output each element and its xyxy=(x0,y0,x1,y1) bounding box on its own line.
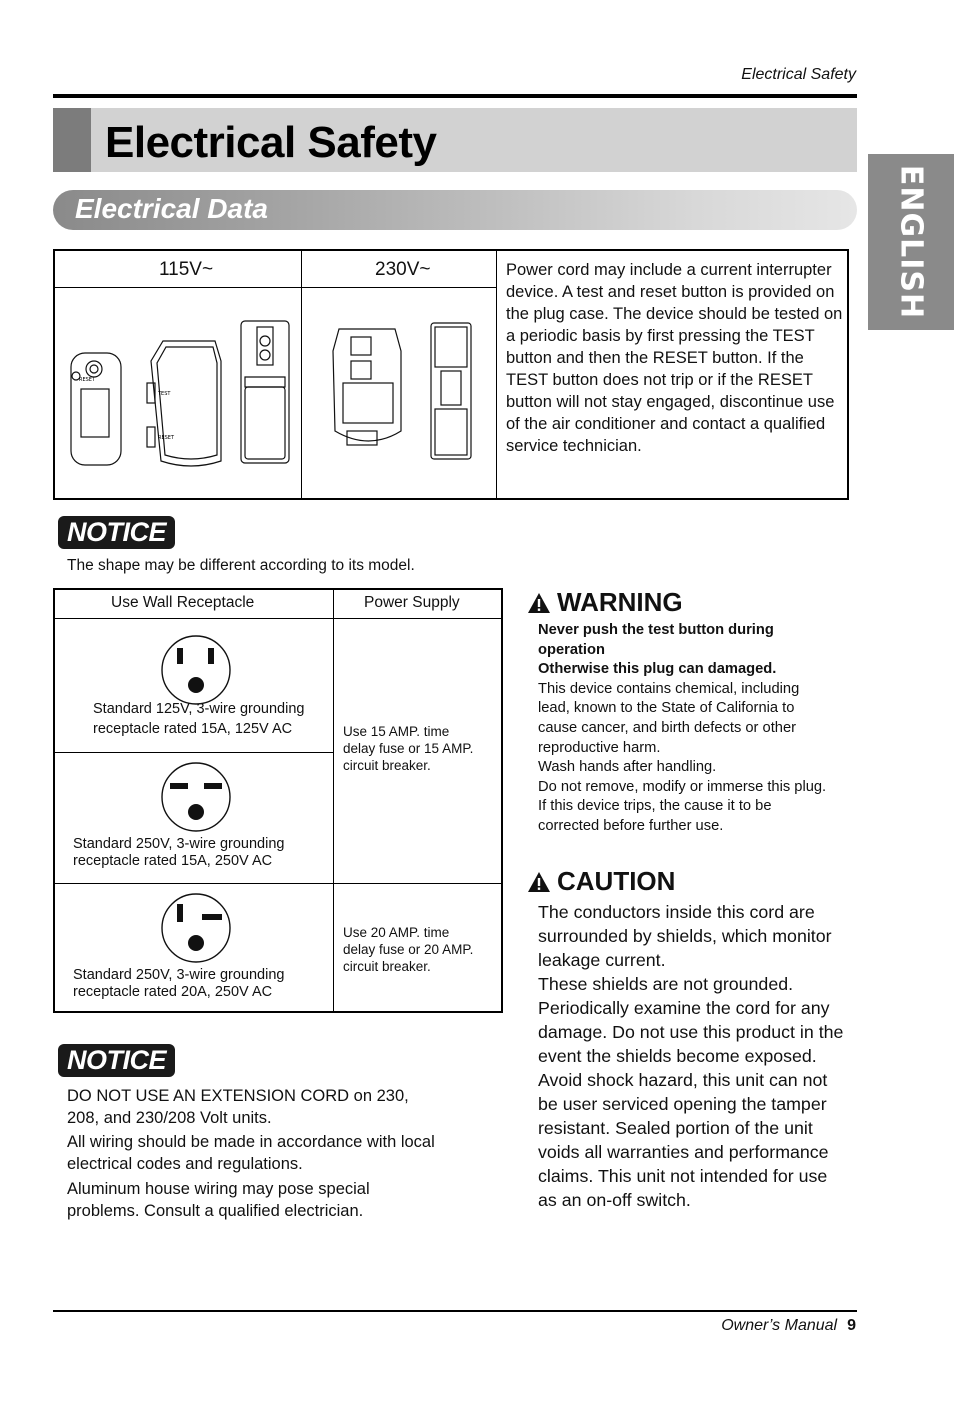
receptacle-125v-15a-icon xyxy=(160,634,232,706)
notice-line: problems. Consult a qualified electrician. xyxy=(67,1202,364,1220)
table-divider xyxy=(55,287,496,288)
warning-text xyxy=(538,621,856,837)
supply-line: circuit breaker. xyxy=(343,959,431,974)
caution-line: be user serviced opening the tamper xyxy=(538,1094,827,1114)
caution-heading-text: CAUTION xyxy=(557,866,676,896)
caution-text xyxy=(538,900,856,1212)
section-heading xyxy=(53,190,857,230)
warning-line: corrected before further use. xyxy=(538,817,724,834)
caution-line: leakage current. xyxy=(538,950,666,970)
footer-label: Owner’s Manual xyxy=(721,1317,838,1334)
caution-line: The conductors inside this cord are xyxy=(538,902,815,922)
supply-line: Use 20 AMP. time xyxy=(343,925,450,940)
power-supply-20a xyxy=(343,924,503,975)
supply-line: Use 15 AMP. time xyxy=(343,724,450,739)
warning-triangle-icon xyxy=(527,592,551,614)
caution-line: Periodically examine the cord for any xyxy=(538,998,830,1018)
header-wall-receptacle: Use Wall Receptacle xyxy=(111,594,255,611)
caution-line: damage. Do not use this product in the xyxy=(538,1022,844,1042)
caption-line: Standard 250V, 3-wire grounding xyxy=(73,836,285,852)
table-divider xyxy=(333,590,334,1011)
table-divider xyxy=(55,883,501,884)
table-divider xyxy=(55,752,333,753)
notice-line: All wiring should be made in accordance with local xyxy=(67,1133,435,1151)
warning-heading xyxy=(527,587,683,618)
reset-label-small: RESET xyxy=(79,377,96,383)
receptacle-250v-20a-icon xyxy=(160,892,232,964)
caption-line: receptacle rated 15A, 125V AC xyxy=(93,721,293,737)
warning-line: cause cancer, and birth defects or other xyxy=(538,719,796,736)
warning-line: This device contains chemical, including xyxy=(538,680,800,697)
caution-line: claims. This unit not intended for use xyxy=(538,1166,828,1186)
warning-bold-line: Never push the test button during xyxy=(538,622,774,638)
gfci-description: Power cord may include a current interrupter device. A test and reset button is provided on the plug case. The device should be tested on a periodic basis by first pressing the TEST button and then the RESET button. If the TEST button does not trip or if the RESET button will not stay engaged, discontinue use of the air conditioner and contact a qualified service technician. xyxy=(506,261,843,455)
test-label: TEST xyxy=(158,391,171,397)
running-header: Electrical Safety xyxy=(741,66,856,83)
notice-2-para-1 xyxy=(67,1085,467,1129)
reset-label: RESET xyxy=(158,435,175,441)
supply-line: delay fuse or 15 AMP. xyxy=(343,741,474,756)
supply-line: circuit breaker. xyxy=(343,758,431,773)
page-title: Electrical Safety xyxy=(105,118,437,167)
warning-bold-line: Otherwise this plug can damaged. xyxy=(538,661,777,678)
language-tab-label: ENGLISH xyxy=(893,164,929,320)
notice-line: 208, and 230/208 Volt units. xyxy=(67,1109,272,1127)
table-divider xyxy=(496,251,497,498)
notice-line: DO NOT USE AN EXTENSION CORD on 230, xyxy=(67,1087,409,1105)
table-divider xyxy=(301,251,302,498)
caption-line: receptacle rated 15A, 250V AC xyxy=(73,853,273,869)
warning-line: reproductive harm. xyxy=(538,739,661,756)
plug-115v-illustration xyxy=(63,291,295,471)
supply-line: delay fuse or 20 AMP. xyxy=(343,942,474,957)
notice-badge-2: NOTICE xyxy=(58,1044,175,1077)
receptacle-caption xyxy=(73,967,284,1001)
warning-bold-line: operation xyxy=(538,641,605,658)
warning-line: Do not remove, modify or immerse this plug. xyxy=(538,778,827,795)
caution-line: surrounded by shields, which monitor xyxy=(538,926,832,946)
table-divider xyxy=(55,618,501,619)
plug-230v-illustration xyxy=(325,311,485,471)
caption-line: Standard 125V, 3-wire grounding xyxy=(93,701,305,717)
caution-line: Avoid shock hazard, this unit can not xyxy=(538,1070,828,1090)
title-band xyxy=(53,108,857,172)
warning-line: Wash hands after handling. xyxy=(538,759,717,776)
voltage-230-header: 230V~ xyxy=(375,259,431,280)
caution-line: These shields are not grounded. xyxy=(538,974,794,994)
notice-2-para-3 xyxy=(67,1178,467,1222)
page-footer xyxy=(721,1317,856,1335)
notice-2-para-2 xyxy=(67,1131,467,1175)
title-accent-block xyxy=(53,108,91,172)
page-number: 9 xyxy=(847,1317,856,1334)
warning-line: lead, known to the State of California to xyxy=(538,700,795,717)
section-title: Electrical Data xyxy=(75,193,268,224)
receptacle-caption xyxy=(93,701,304,738)
caution-line: as an on-off switch. xyxy=(538,1190,691,1210)
power-supply-15a xyxy=(343,723,503,774)
caption-line: receptacle rated 20A, 250V AC xyxy=(73,984,273,1000)
notice-line: Aluminum house wiring may pose special xyxy=(67,1180,370,1198)
caution-triangle-icon xyxy=(527,871,551,893)
caution-line: event the shields become exposed. xyxy=(538,1046,817,1066)
language-tab xyxy=(868,154,954,330)
caution-line: resistant. Sealed portion of the unit xyxy=(538,1118,813,1138)
top-rule xyxy=(53,94,857,98)
notice-text-1: The shape may be different according to its model. xyxy=(67,557,415,574)
caution-line: voids all warranties and performance xyxy=(538,1142,829,1162)
voltage-115-header: 115V~ xyxy=(159,259,214,280)
warning-heading-text: WARNING xyxy=(557,587,683,617)
receptacle-table xyxy=(53,588,503,1013)
receptacle-250v-15a-icon xyxy=(160,761,232,833)
plug-table xyxy=(53,249,849,500)
notice-line: electrical codes and regulations. xyxy=(67,1155,303,1173)
caution-heading xyxy=(527,866,675,897)
bottom-rule xyxy=(53,1310,857,1312)
warning-line: If this device trips, the cause it to be xyxy=(538,798,772,815)
caption-line: Standard 250V, 3-wire grounding xyxy=(73,967,285,983)
receptacle-caption xyxy=(73,836,284,870)
header-power-supply: Power Supply xyxy=(364,594,460,611)
notice-badge-1: NOTICE xyxy=(58,516,175,549)
